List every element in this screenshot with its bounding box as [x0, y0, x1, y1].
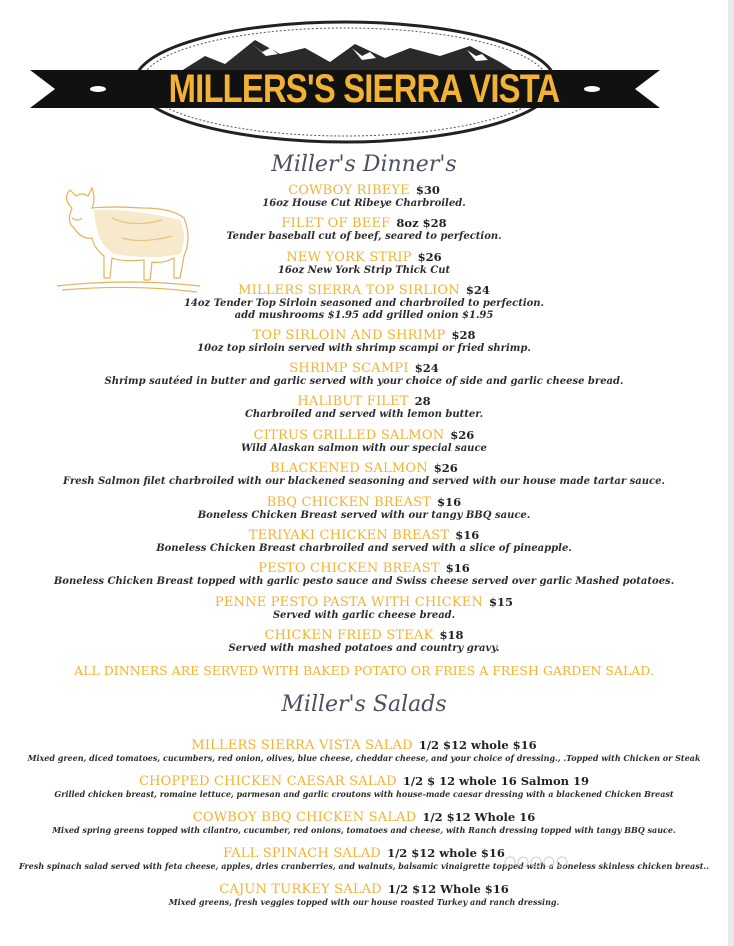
- menu-item: [0, 593, 728, 622]
- menu-item-price: 28: [414, 394, 431, 409]
- menu-item-heading: [0, 493, 728, 510]
- menu-item-name: CAJUN TURKEY SALAD: [219, 882, 382, 897]
- menu-item-price: 1/2 $ 12 whole 16 Salmon 19: [402, 774, 590, 788]
- menu-item-heading: [0, 214, 728, 231]
- menu-item-price: $26: [417, 249, 442, 264]
- menu-item: [0, 459, 728, 488]
- menu-item-price: $16: [455, 528, 480, 542]
- menu-item-price: $30: [415, 183, 440, 197]
- menu-item: [0, 772, 728, 800]
- menu-item-description: Wild Alaskan salmon with our special sauce: [241, 442, 487, 454]
- menu-item: [0, 844, 728, 872]
- menu-item-description: 10oz top sirloin served with shrimp scampi or fried shrimp.: [197, 342, 531, 354]
- menu-item-heading: [0, 281, 728, 298]
- menu-item-heading: [0, 326, 728, 343]
- menu-item-description: Boneless Chicken Breast charbroiled and served with a slice of pineapple.: [156, 543, 572, 554]
- menu-item-description: Boneless Chicken Breast topped with garlic pesto sauce and Swiss cheese served over garlic Mashed potatoes.: [53, 576, 675, 588]
- menu-item-description: Tender baseball cut of beef, seared to perfection.: [226, 231, 502, 243]
- menu-item-name: PESTO CHICKEN BREAST: [258, 561, 440, 577]
- menu-item-description: Fresh Salmon filet charbroiled with our blackened seasoning and served with our house made tartar sauce.: [63, 476, 665, 488]
- menu-item-price: $24: [414, 361, 439, 375]
- menu-item: [0, 559, 728, 588]
- menu-item-heading: [0, 626, 728, 643]
- menu-item-heading: [0, 808, 728, 825]
- salads-section-title: Miller's Salads: [281, 692, 447, 717]
- menu-item-heading: [0, 772, 728, 789]
- menu-item-heading: [0, 559, 728, 576]
- menu-item-description: Grilled chicken breast, romaine lettuce, parmesan and garlic croutons with house-made caesar dressing with a blackened Chicken Breast: [54, 789, 674, 799]
- dinners-section-title: Miller's Dinner's: [271, 152, 457, 177]
- menu-item-description: 14oz Tender Top Sirloin seasoned and charbroiled to perfection.: [183, 298, 545, 310]
- menu-item: [0, 248, 728, 277]
- menu-item-heading: [0, 359, 728, 376]
- menu-item-name: TOP SIRLOIN AND SHRIMP: [252, 327, 446, 343]
- menu-item-price: $15: [489, 594, 514, 609]
- menu-item-name: COWBOY RIBEYE: [288, 183, 410, 198]
- dinners-notice: ALL DINNERS ARE SERVED WITH BAKED POTATO OR FRIES A FRESH GARDEN SALAD.: [74, 663, 654, 678]
- menu-item-heading: [0, 392, 728, 409]
- menu-item: [0, 880, 728, 908]
- menu-item-description: Mixed greens, fresh veggies topped with our house roasted Turkey and ranch dressing.: [168, 897, 560, 907]
- menu-item-heading: [0, 426, 728, 443]
- menu-item-heading: [0, 459, 728, 476]
- menu-item-description: Charbroiled and served with lemon butter.: [244, 409, 484, 421]
- menu-item: [0, 214, 728, 243]
- menu-item-price: 1/2 $12 Whole $16: [387, 882, 509, 896]
- menu-item-heading: [0, 181, 728, 198]
- menu-item-heading: [0, 593, 728, 610]
- menu-item-price: 1/2 $12 Whole 16: [422, 810, 536, 824]
- menu-item-name: MILLERS SIERRA TOP SIRLION: [238, 283, 460, 299]
- menu-item-description: 16oz House Cut Ribeye Charbroiled.: [262, 198, 466, 209]
- menu-item-heading: [0, 880, 728, 897]
- menu-item: [0, 426, 728, 455]
- menu-item-name: TERIYAKI CHICKEN BREAST: [248, 528, 450, 543]
- menu-item: [0, 326, 728, 355]
- menu-item-name: BBQ CHICKEN BREAST: [266, 494, 432, 510]
- menu-item: [0, 626, 728, 655]
- menu-item: [0, 526, 728, 555]
- menu-item-name: SHRIMP SCAMPI: [289, 361, 409, 376]
- menu-item-price: $26: [433, 461, 458, 476]
- menu-item-name: COWBOY BBQ CHICKEN SALAD: [192, 810, 417, 825]
- menu-item-description: Shrimp sautéed in butter and garlic served with your choice of side and garlic cheese bread.: [104, 376, 624, 387]
- menu-item: [0, 493, 728, 522]
- watermark: [503, 854, 573, 873]
- menu-item-name: CHICKEN FRIED STEAK: [264, 628, 434, 644]
- menu-item-description: Served with mashed potatoes and country gravy.: [228, 643, 500, 655]
- menu-item-description: Served with garlic cheese bread.: [272, 609, 456, 621]
- menu-item-heading: [0, 736, 728, 753]
- menu-item-description: Boneless Chicken Breast served with our tangy BBQ sauce.: [197, 509, 531, 521]
- menu-item-name: NEW YORK STRIP: [286, 249, 412, 265]
- menu-item-name: FALL SPINACH SALAD: [223, 846, 382, 861]
- menu-item: [0, 808, 728, 836]
- menu-item-name: PENNE PESTO PASTA WITH CHICKEN: [214, 594, 484, 610]
- menu-item: [0, 359, 728, 388]
- menu-item: [0, 392, 728, 421]
- menu-item-description: Fresh spinach salad served with feta cheese, apples, dries cranberries, and walnuts, balsamic vinaigrette topped with a boneless skinless chicken breast..: [18, 861, 709, 871]
- menu-item: [0, 736, 728, 764]
- menu-item-name: CHOPPED CHICKEN CAESAR SALAD: [138, 774, 397, 789]
- menu-item-price: $28: [451, 327, 476, 342]
- restaurant-name: MILLERS'S SIERRA VISTA: [168, 67, 560, 111]
- menu-item-price: $18: [439, 628, 464, 643]
- menu-item-price: 1/2 $12 whole $16: [387, 846, 505, 860]
- menu-item-name: FILET OF BEEF: [281, 216, 391, 232]
- menu-item-name: BLACKENED SALMON: [270, 461, 428, 477]
- menu-item-description: Mixed spring greens topped with cilantro, cucumber, red onions, tomatoes and cheese, with Ranch dressing topped with tangy BBQ sauce.: [52, 825, 676, 835]
- menu-item-price: 1/2 $12 whole $16: [418, 738, 537, 752]
- menu-item-price: $16: [445, 561, 470, 576]
- menu-item-description: 16oz New York Strip Thick Cut: [277, 264, 451, 276]
- menu-item-name: HALIBUT FILET: [297, 394, 409, 410]
- menu-item-price: $26: [450, 427, 475, 442]
- menu-item-description: Mixed green, diced tomatoes, cucumbers, red onion, olives, blue cheese, cheddar cheese, and your choice of dressing., .Topped with Chicken or Steak: [27, 753, 701, 763]
- menu-item-price: $16: [437, 494, 462, 509]
- menu-item-price: $24: [465, 283, 490, 298]
- menu-item-description: add mushrooms $1.95 add grilled onion $1.95: [234, 310, 494, 322]
- menu-item-heading: [0, 248, 728, 265]
- menu-item-price: 8oz $28: [396, 216, 447, 231]
- menu-item: [0, 181, 728, 210]
- menu-item-heading: [0, 526, 728, 543]
- menu-item-heading: [0, 844, 728, 861]
- watermark-logo-icon: [503, 854, 573, 870]
- menu-item: [0, 281, 728, 322]
- menu-item-name: MILLERS SIERRA VISTA SALAD: [191, 738, 413, 753]
- menu-item-name: CITRUS GRILLED SALMON: [253, 427, 445, 443]
